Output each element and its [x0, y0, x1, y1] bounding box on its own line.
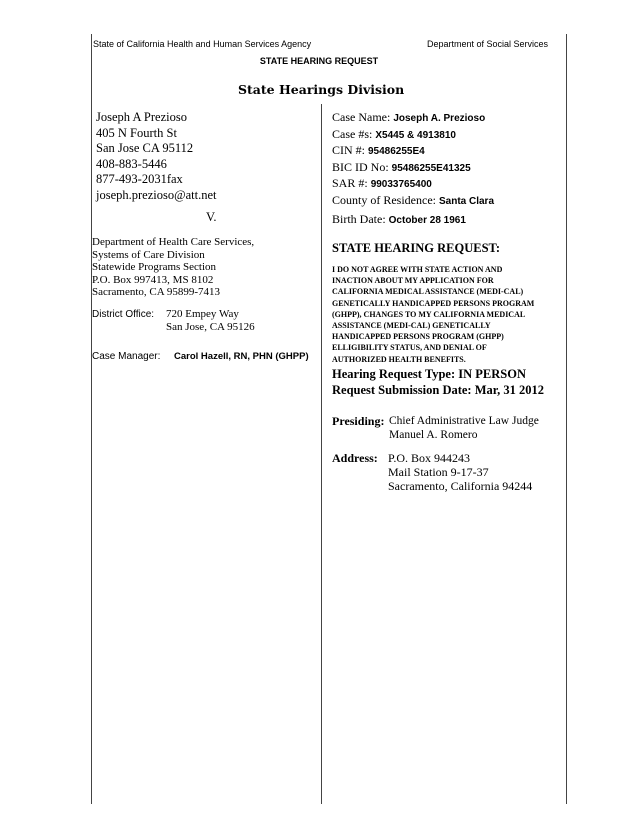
case-manager-label: Case Manager: — [92, 351, 161, 362]
page-title: STATE HEARING REQUEST — [259, 56, 379, 66]
birth-date-value: October 28 1961 — [388, 214, 466, 226]
respondent-line: Statewide Programs Section — [92, 261, 217, 274]
respondent-line: Department of Health Care Services, — [92, 236, 255, 248]
left-border — [91, 34, 92, 804]
request-line: GENETICALLY HANDICAPPED PERSONS PROGRAM — [332, 298, 535, 308]
claimant-city: San Jose CA 95112 — [96, 141, 194, 156]
respondent-line: Systems of Care Division — [92, 248, 205, 261]
request-heading: STATE HEARING REQUEST: — [332, 241, 501, 255]
claimant-name: Joseph A Prezioso — [96, 110, 187, 124]
case-number-value: X5445 & 4913810 — [375, 129, 456, 141]
address-line: Sacramento, California 94244 — [388, 479, 533, 494]
respondent-line: P.O. Box 997413, MS 8102 — [92, 273, 214, 286]
claimant-phone: 408-883-5446 — [96, 156, 167, 171]
bic-value: 95486255E41325 — [391, 162, 471, 174]
claimant-block — [96, 110, 217, 204]
respondent-line: Sacramento, CA 95899-7413 — [92, 286, 221, 299]
cin-value: 95486255E4 — [368, 146, 425, 158]
hearing-info — [332, 366, 544, 398]
district-office-label: District Office: — [92, 309, 155, 320]
claimant-email: joseph.prezioso@att.net — [96, 187, 217, 202]
address-line: Mail Station 9-17-37 — [388, 465, 489, 480]
versus-label: V. — [206, 210, 217, 224]
request-line: I DO NOT AGREE WITH STATE ACTION AND — [332, 265, 503, 274]
address-line: P.O. Box 944243 — [388, 451, 471, 465]
claimant-street: 405 N Fourth St — [96, 125, 177, 140]
request-line: ASSISTANCE (MEDI-CAL) GENETICALLY — [332, 321, 491, 331]
request-statement — [332, 264, 534, 365]
center-divider — [321, 104, 322, 804]
address-block — [388, 451, 532, 494]
case-name-label: Case Name: — [332, 110, 394, 124]
case-info-block — [332, 110, 494, 228]
case-manager-value: Carol Hazell, RN, PHN (GHPP) — [174, 351, 309, 362]
county-value: Santa Clara — [438, 195, 495, 207]
cin-label: CIN #: — [332, 143, 368, 158]
case-number-label: Case #s: — [332, 126, 376, 141]
address-label: Address: — [332, 451, 378, 465]
district-office-line1: 720 Empey Way — [166, 308, 239, 320]
header-agency: State of California Health and Human Services Agency — [93, 39, 312, 49]
request-line: (GHPP), CHANGES TO MY CALIFORNIA MEDICAL — [332, 309, 526, 319]
right-border — [566, 34, 567, 804]
division-title: State Hearings Division — [238, 82, 405, 97]
presiding-line1: Chief Administrative Law Judge — [389, 415, 539, 427]
respondent-block — [92, 236, 254, 299]
hearing-type: Hearing Request Type: IN PERSON — [332, 367, 526, 381]
sar-value: 99033765400 — [370, 179, 432, 191]
case-name-value: Joseph A. Prezioso — [393, 113, 486, 124]
district-office-line2: San Jose, CA 95126 — [166, 321, 255, 333]
county-label: County of Residence: — [332, 192, 439, 207]
header-department: Department of Social Services — [427, 39, 549, 49]
claimant-fax: 877-493-2031fax — [96, 172, 183, 187]
request-line: CALIFORNIA MEDICAL ASSISTANCE (MEDI-CAL) — [332, 287, 524, 297]
presiding-line2: Manuel A. Romero — [389, 429, 478, 441]
request-line: HANDICAPPED PERSONS PROGRAM (GHPP) — [332, 332, 504, 342]
request-line: ELLIGIBILITY STATUS, AND DENIAL OF — [332, 343, 487, 353]
birth-date-label: Birth Date: — [332, 211, 389, 226]
submission-date: Request Submission Date: Mar, 31 2012 — [332, 383, 545, 397]
request-line: AUTHORIZED HEALTH BENEFITS. — [332, 354, 466, 364]
bic-label: BIC ID No: — [332, 159, 392, 174]
sar-label: SAR #: — [332, 176, 371, 191]
request-line: INACTION ABOUT MY APPLICATION FOR — [332, 276, 494, 286]
presiding-label: Presiding: — [332, 414, 385, 428]
